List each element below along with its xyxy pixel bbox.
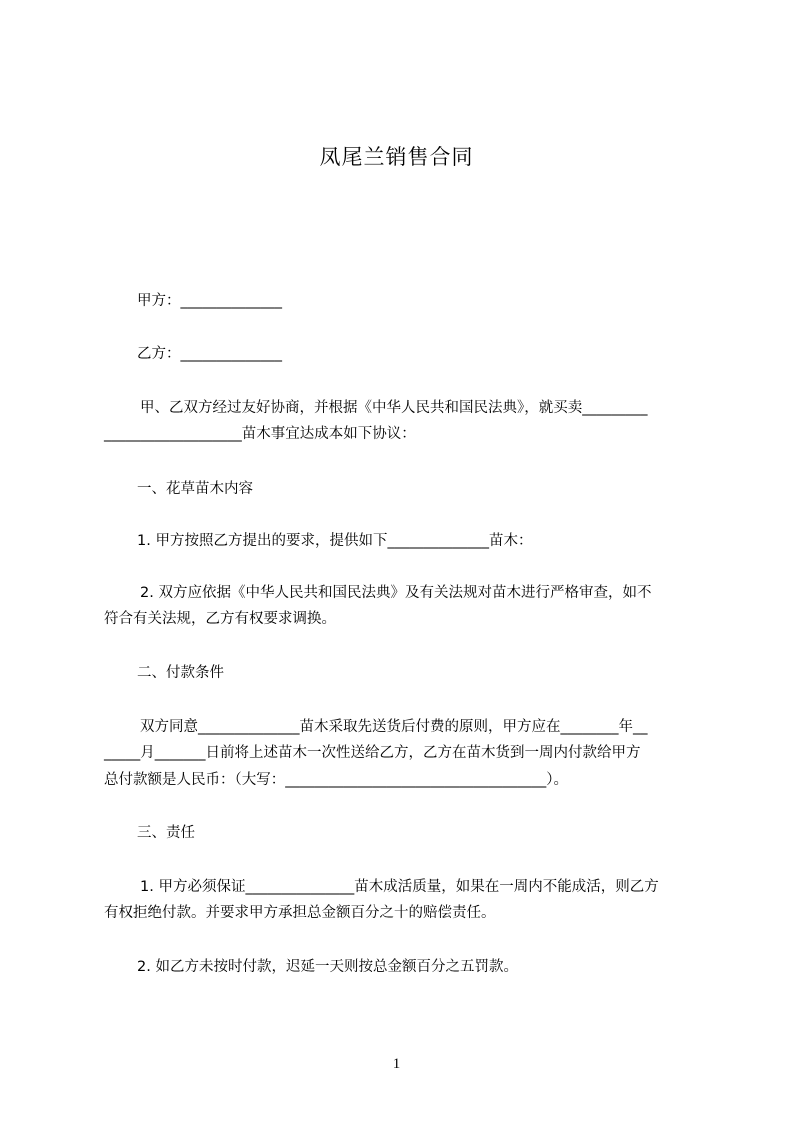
- section-1-heading: 一、花草苗木内容: [137, 481, 253, 497]
- section-3-heading: 三、责任: [137, 825, 195, 841]
- party-b-line: 乙方：______________: [137, 346, 282, 362]
- section-3-item-1-line-2: 有权拒绝付款。并要求甲方承担总金额百分之十的赔偿责任。: [104, 905, 496, 921]
- section-3-item-1-line-1: 1. 甲方必须保证_______________苗木成活质量，如果在一周内不能成活，则乙方: [140, 879, 659, 895]
- party-a-line: 甲方：______________: [137, 293, 282, 309]
- preamble-line-2: ___________________苗木事宜达成本如下协议：: [104, 426, 416, 442]
- section-1-item-2-line-2: 符合有关法规，乙方有权要求调换。: [104, 611, 336, 627]
- section-2-line-1: 双方同意______________苗木采取先送货后付费的原则，甲方应在________年__: [140, 719, 648, 735]
- section-1-item-1: 1. 甲方按照乙方提出的要求，提供如下______________苗木：: [137, 533, 533, 549]
- document-title: 凤尾兰销售合同: [319, 145, 474, 169]
- section-2-heading: 二、付款条件: [137, 665, 224, 681]
- preamble-line-1: 甲、乙双方经过友好协商，并根据《中华人民共和国民法典》，就买卖_________: [140, 400, 648, 416]
- section-2-line-2: _____月_______日前将上述苗木一次性送给乙方，乙方在苗木货到一周内付款给甲方: [104, 745, 641, 761]
- section-2-line-3: 总付款额是人民币：（大写：____________________________________）。: [104, 772, 568, 788]
- section-3-item-2: 2. 如乙方未按时付款，迟延一天则按总金额百分之五罚款。: [137, 959, 518, 975]
- page-number: 1: [392, 1056, 401, 1072]
- section-1-item-2-line-1: 2. 双方应依据《中华人民共和国民法典》及有关法规对苗木进行严格审查，如不: [140, 585, 652, 601]
